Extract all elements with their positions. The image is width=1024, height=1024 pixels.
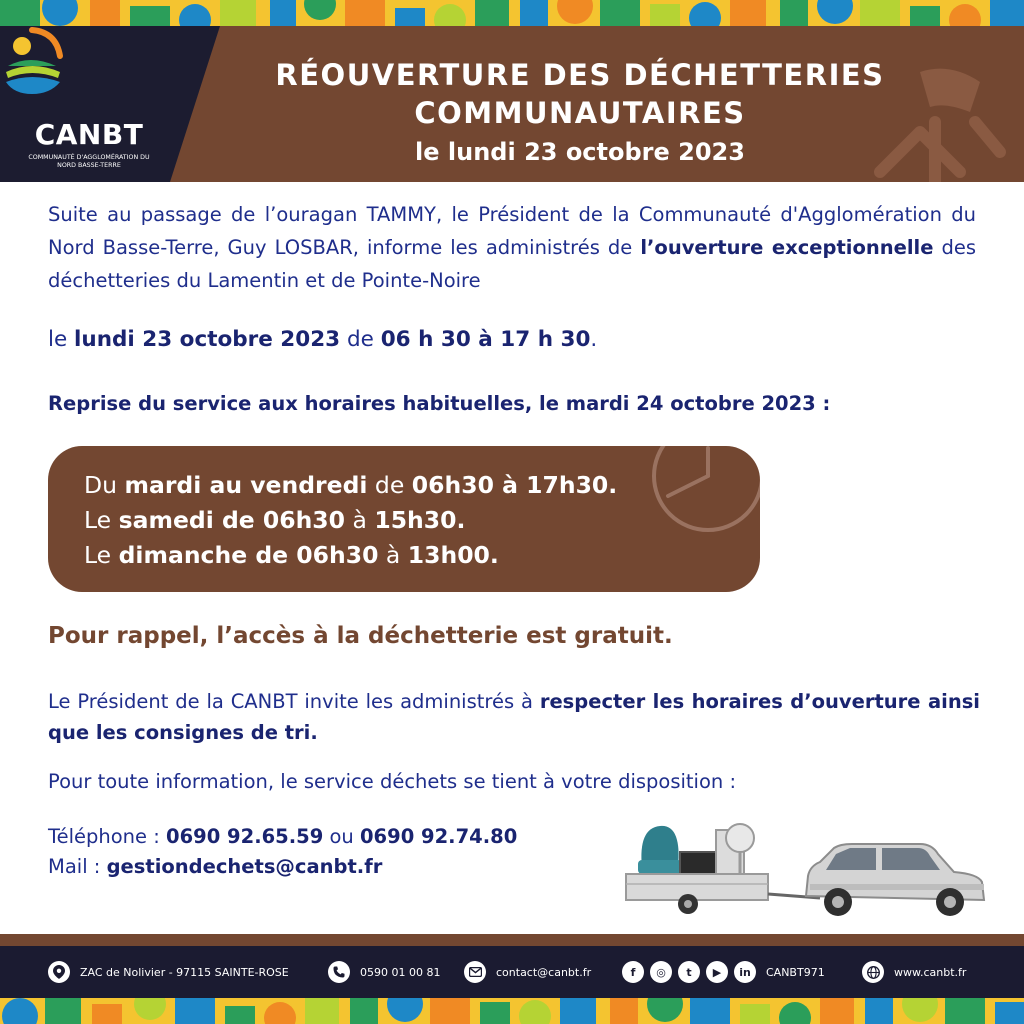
car-trailer-illustration (620, 818, 1010, 928)
hours-text: Le (84, 506, 119, 534)
phone-number-1[interactable]: 0690 92.65.59 (166, 825, 324, 848)
opening-hours-box (48, 446, 760, 592)
opening-middle: de (340, 327, 381, 352)
bottom-decorative-pattern (0, 998, 1024, 1024)
footer-address-text: ZAC de Nolivier - 97115 SAINTE-ROSE (80, 965, 289, 979)
invite-emphasis: respecter les horaires d’ouverture ainsi que les consignes de tri. (48, 690, 980, 744)
mail-address[interactable]: gestiondechets@canbt.fr (106, 855, 383, 878)
footer-email[interactable] (464, 946, 591, 998)
twitter-icon[interactable]: t (678, 961, 700, 983)
footer-email-text: contact@canbt.fr (496, 965, 592, 979)
contact-block (48, 822, 608, 882)
phone-icon (328, 961, 350, 983)
logo-name: CANBT (34, 118, 144, 151)
opening-prefix: le (48, 327, 75, 352)
hours-line-saturday (84, 503, 617, 538)
intro-paragraph (48, 198, 976, 297)
footer-phone[interactable] (328, 946, 440, 998)
president-invitation (48, 686, 980, 748)
footer-social (622, 946, 825, 998)
hours-time: 13h00. (407, 541, 499, 569)
opening-suffix: . (590, 327, 598, 352)
service-resumption: Reprise du service aux horaires habituelles, le mardi 24 octobre 2023 : (48, 392, 831, 415)
footer-social-handle: CANBT971 (766, 965, 825, 979)
location-pin-icon (48, 961, 70, 983)
mail-icon (464, 961, 486, 983)
footer-website[interactable] (862, 946, 966, 998)
contact-phone (48, 822, 608, 852)
phone-number-2[interactable]: 0690 92.74.80 (359, 825, 518, 848)
globe-icon (862, 961, 884, 983)
canbt-logo-icon (0, 26, 64, 96)
hours-days: samedi de 06h30 (118, 506, 346, 534)
hours-text: de (367, 471, 412, 499)
opening-hours: 06 h 30 à 17 h 30 (380, 327, 591, 352)
info-line: Pour toute information, le service déchets se tient à votre disposition : (48, 770, 737, 793)
hours-text: Du (84, 471, 125, 499)
hours-text: Le (84, 541, 119, 569)
invite-text: Le Président de la CANBT invite les administrés à (48, 690, 540, 713)
phone-label: Téléphone : (48, 825, 166, 848)
intro-text-1: Suite au passage de l’ouragan TAMMY, le Président de la Communauté d'Agglomération du Nord Basse-Terre, Guy LOSBAR, informe les administrés de (48, 203, 976, 259)
hours-days: dimanche de 06h30 (118, 541, 379, 569)
hours-time: 15h30. (374, 506, 466, 534)
footer-phone-text: 0590 01 00 81 (360, 965, 441, 979)
hours-time: 06h30 à 17h30. (411, 471, 618, 499)
hours-line-weekdays (84, 468, 617, 503)
footer-address (48, 946, 289, 998)
footer (0, 946, 1024, 998)
phone-separator: ou (323, 825, 360, 848)
linkedin-icon[interactable]: in (734, 961, 756, 983)
intro-emphasis: l’ouverture exceptionnelle (640, 236, 934, 259)
logo-panel (0, 26, 220, 182)
facebook-icon[interactable]: f (622, 961, 644, 983)
instagram-icon[interactable]: ◎ (650, 961, 672, 983)
top-decorative-pattern (0, 0, 1024, 26)
free-access-reminder: Pour rappel, l’accès à la déchetterie est gratuit. (48, 623, 673, 649)
footer-brown-band (0, 934, 1024, 946)
page-title-date: le lundi 23 octobre 2023 (415, 138, 745, 166)
hours-days: mardi au vendredi (124, 471, 368, 499)
hours-lines (84, 468, 617, 573)
youtube-icon[interactable]: ▶ (706, 961, 728, 983)
clock-icon (648, 446, 760, 556)
opening-date: lundi 23 octobre 2023 (74, 327, 341, 352)
logo-subtitle: COMMUNAUTÉ D'AGGLOMÉRATION DU NORD BASSE-TERRE (28, 154, 150, 169)
hours-line-sunday (84, 538, 617, 573)
contact-mail (48, 852, 608, 882)
header-title-block (220, 26, 940, 182)
exceptional-opening (48, 322, 976, 358)
page-title-line2: COMMUNAUTAIRES (414, 96, 746, 130)
intro-text-2: des déchetteries du Lamentin et de Pointe-Noire (48, 236, 977, 292)
footer-website-text: www.canbt.fr (894, 965, 967, 979)
mail-label: Mail : (48, 855, 107, 878)
hours-text: à (345, 506, 375, 534)
hours-text: à (378, 541, 408, 569)
page-title-line1: RÉOUVERTURE DES DÉCHETTERIES (275, 58, 885, 92)
